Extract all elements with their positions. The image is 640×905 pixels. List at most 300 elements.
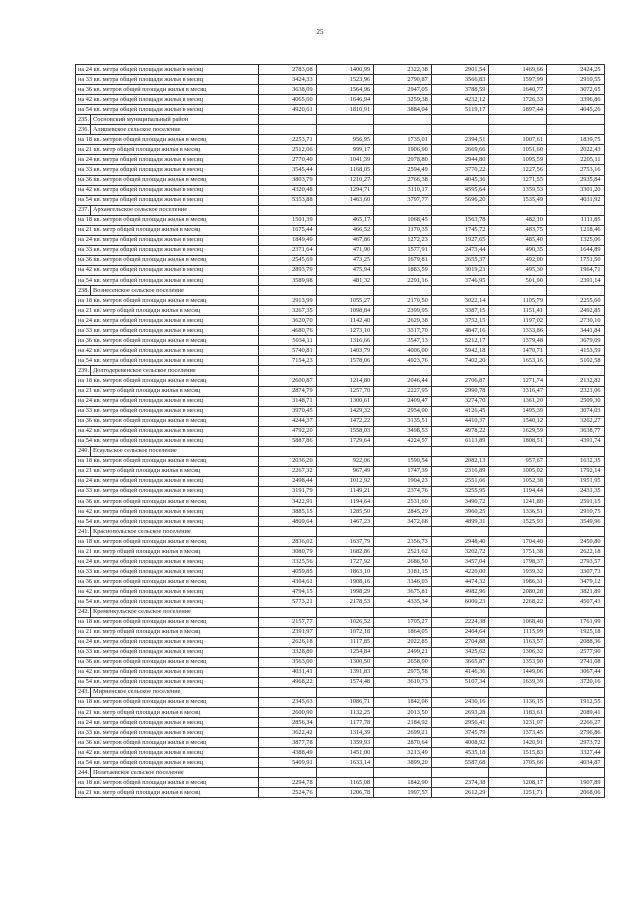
row-label: на 18 кв. метров общей площади жилья в месяц	[76, 697, 259, 707]
table-row	[76, 587, 605, 597]
empty-cell	[374, 446, 432, 456]
value-cell: 2622,18	[546, 547, 604, 557]
value-cell: 1925,18	[546, 627, 604, 637]
value-cell: 3346,03	[374, 577, 432, 587]
row-label: на 54 кв. метра общей площади жилья в месяц	[76, 436, 259, 446]
value-cell: 2947,05	[374, 85, 432, 95]
value-cell: 1597,99	[489, 75, 547, 85]
table-row	[76, 265, 605, 275]
row-label: на 18 кв. метров общей площади жилья в месяц	[76, 135, 259, 145]
section-index: 237.	[76, 205, 91, 215]
section-title: Кременкульское сельское поселение	[91, 607, 259, 617]
value-cell: 2706,87	[431, 376, 489, 386]
empty-cell	[259, 366, 317, 376]
empty-cell	[374, 125, 432, 135]
value-cell: 3665,87	[431, 657, 489, 667]
value-cell: 1747,39	[374, 466, 432, 476]
empty-cell	[316, 205, 374, 215]
value-cell: 1640,77	[489, 85, 547, 95]
row-label: на 42 кв. метра общей площади жилья в месяц	[76, 587, 259, 597]
value-cell: 2913,99	[259, 296, 317, 306]
row-label: на 33 кв. метра общей площади жилья в месяц	[76, 728, 259, 738]
value-cell: 2512,06	[259, 145, 317, 155]
table-row	[76, 476, 605, 486]
table-row	[76, 557, 605, 567]
row-label: на 42 кв. метра общей площади жилья в месяц	[76, 426, 259, 436]
table-row	[76, 255, 605, 265]
value-cell: 1467,23	[316, 517, 374, 527]
value-cell: 2492,85	[546, 306, 604, 316]
row-label: на 24 кв. метра общей площади жилья в месяц	[76, 316, 259, 326]
value-cell: 1679,81	[374, 255, 432, 265]
value-cell: 3325,56	[259, 557, 317, 567]
value-cell: 4794,15	[259, 587, 317, 597]
value-cell: 2224,38	[431, 617, 489, 627]
row-label: на 21 кв. метр общей площади жилья в месяц	[76, 547, 259, 557]
empty-cell	[259, 115, 317, 125]
value-cell: 2577,90	[546, 647, 604, 657]
value-cell: 2956,41	[431, 718, 489, 728]
value-cell: 4232,12	[431, 95, 489, 105]
section-row	[76, 607, 605, 617]
value-cell: 3328,80	[259, 647, 317, 657]
table-row	[76, 547, 605, 557]
value-cell: 1316,66	[316, 336, 374, 346]
value-cell: 1068,45	[374, 215, 432, 225]
table-row	[76, 235, 605, 245]
value-cell: 4809,64	[259, 517, 317, 527]
value-cell: 1745,72	[431, 225, 489, 235]
value-cell: 1644,89	[546, 245, 604, 255]
value-cell: 2658,00	[374, 657, 432, 667]
table-row	[76, 436, 605, 446]
value-cell: 4982,96	[431, 587, 489, 597]
value-cell: 3317,70	[374, 326, 432, 336]
value-cell: 1206,78	[316, 788, 374, 798]
row-label: на 54 кв. метра общей площади жилья в месяц	[76, 195, 259, 205]
section-row	[76, 286, 605, 296]
value-cell: 1646,94	[316, 95, 374, 105]
value-cell: 1333,86	[489, 326, 547, 336]
value-cell: 5773,21	[259, 597, 317, 607]
table-row	[76, 537, 605, 547]
value-cell: 3301,20	[546, 185, 604, 195]
table-row	[76, 245, 605, 255]
row-label: на 36 кв. метров общей площади жилья в месяц	[76, 497, 259, 507]
value-cell: 1231,07	[489, 718, 547, 728]
value-cell: 1403,79	[316, 346, 374, 356]
value-cell: 1359,93	[316, 738, 374, 748]
value-cell: 1798,37	[489, 557, 547, 567]
value-cell: 2655,37	[431, 255, 489, 265]
value-cell: 2391,97	[259, 627, 317, 637]
empty-cell	[431, 205, 489, 215]
value-cell: 2316,89	[431, 466, 489, 476]
row-label: на 21 кв. метр общей площади жилья в месяц	[76, 788, 259, 798]
empty-cell	[316, 286, 374, 296]
value-cell: 3262,27	[546, 416, 604, 426]
value-cell: 2424,25	[546, 65, 604, 75]
value-cell: 1005,02	[489, 466, 547, 476]
value-cell: 3259,38	[374, 95, 432, 105]
value-cell: 1400,99	[316, 65, 374, 75]
value-cell: 2753,16	[546, 165, 604, 175]
value-cell: 1639,39	[489, 677, 547, 687]
empty-cell	[431, 687, 489, 697]
table-row	[76, 647, 605, 657]
table-row	[76, 326, 605, 336]
value-cell: 3788,59	[431, 85, 489, 95]
value-cell: 4304,61	[259, 577, 317, 587]
value-cell: 2374,38	[431, 778, 489, 788]
empty-cell	[546, 205, 604, 215]
value-cell: 3457,04	[431, 557, 489, 567]
value-cell: 2600,90	[259, 708, 317, 718]
value-cell: 1986,31	[489, 577, 547, 587]
value-cell: 1863,10	[316, 567, 374, 577]
value-cell: 1072,18	[316, 627, 374, 637]
value-cell: 3821,89	[546, 587, 604, 597]
value-cell: 1574,48	[316, 677, 374, 687]
value-cell: 2170,50	[374, 296, 432, 306]
row-label: на 36 кв. метров общей площади жилья в месяц	[76, 577, 259, 587]
table-row	[76, 75, 605, 85]
value-cell: 3396,86	[546, 95, 604, 105]
table-row	[76, 426, 605, 436]
value-cell: 2766,38	[374, 175, 432, 185]
row-label: на 21 кв. метр общей площади жилья в месяц	[76, 386, 259, 396]
value-cell: 1373,45	[489, 728, 547, 738]
value-cell: 3622,42	[259, 728, 317, 738]
section-index: 238.	[76, 286, 91, 296]
row-label: на 18 кв. метров общей площади жилья в месяц	[76, 376, 259, 386]
empty-cell	[374, 115, 432, 125]
row-label: на 36 кв. метров общей площади жилья в месяц	[76, 175, 259, 185]
value-cell: 2088,36	[546, 637, 604, 647]
value-cell: 4146,36	[431, 667, 489, 677]
value-cell: 3803,79	[259, 175, 317, 185]
value-cell: 2205,11	[546, 155, 604, 165]
value-cell: 1194,44	[489, 486, 547, 496]
value-cell: 3797,77	[374, 195, 432, 205]
value-cell: 2870,64	[374, 738, 432, 748]
value-cell: 1864,05	[374, 627, 432, 637]
empty-cell	[431, 446, 489, 456]
table-row	[76, 617, 605, 627]
value-cell: 1165,08	[316, 778, 374, 788]
row-label: на 54 кв. метра общей площади жилья в месяц	[76, 758, 259, 768]
table-row	[76, 466, 605, 476]
row-label: на 54 кв. метра общей площади жилья в месяц	[76, 275, 259, 285]
table-row	[76, 346, 605, 356]
value-cell: 1306,32	[489, 647, 547, 657]
row-label: на 18 кв. метров общей площади жилья в месяц	[76, 617, 259, 627]
value-cell: 1254,84	[316, 647, 374, 657]
value-cell: 4792,20	[259, 426, 317, 436]
value-cell: 1300,50	[316, 657, 374, 667]
row-label: на 42 кв. метра общей площади жилья в месяц	[76, 185, 259, 195]
value-cell: 4978,22	[431, 426, 489, 436]
value-cell: 3422,91	[259, 497, 317, 507]
empty-cell	[374, 205, 432, 215]
value-cell: 1810,91	[316, 105, 374, 115]
value-cell: 3387,15	[431, 306, 489, 316]
table-row	[76, 386, 605, 396]
table-row	[76, 175, 605, 185]
page-number: 25	[316, 28, 324, 36]
section-index: 239.	[76, 366, 91, 376]
value-cell: 4920,61	[259, 105, 317, 115]
value-cell: 1163,57	[489, 637, 547, 647]
value-cell: 4595,64	[431, 185, 489, 195]
value-cell: 3770,22	[431, 165, 489, 175]
value-cell: 1761,99	[546, 617, 604, 627]
value-cell: 1251,71	[489, 788, 547, 798]
value-cell: 3191,79	[259, 486, 317, 496]
value-cell: 1012,92	[316, 476, 374, 486]
value-cell: 2078,80	[374, 155, 432, 165]
value-cell: 2693,28	[431, 708, 489, 718]
value-cell: 2948,40	[431, 537, 489, 547]
empty-cell	[374, 687, 432, 697]
value-cell: 1168,05	[316, 165, 374, 175]
value-cell: 2036,20	[259, 456, 317, 466]
empty-cell	[489, 607, 547, 617]
table-row	[76, 718, 605, 728]
value-cell: 1682,86	[316, 547, 374, 557]
empty-cell	[431, 125, 489, 135]
empty-cell	[489, 687, 547, 697]
value-cell: 4535,18	[431, 748, 489, 758]
value-cell: 2612,29	[431, 788, 489, 798]
table-row	[76, 215, 605, 225]
value-cell: 1729,64	[316, 436, 374, 446]
value-cell: 1194,64	[316, 497, 374, 507]
empty-cell	[259, 687, 317, 697]
row-label: на 24 кв. метра общей площади жилья в месяц	[76, 476, 259, 486]
empty-cell	[431, 607, 489, 617]
row-label: на 24 кв. метра общей площади жилья в месяц	[76, 396, 259, 406]
value-cell: 2499,21	[374, 647, 432, 657]
value-cell: 2893,79	[259, 265, 317, 275]
value-cell: 1904,23	[374, 476, 432, 486]
value-cell: 2524,76	[259, 788, 317, 798]
row-label: на 36 кв. метров общей площади жилья в месяц	[76, 336, 259, 346]
empty-cell	[546, 125, 604, 135]
table-row	[76, 396, 605, 406]
row-label: на 21 кв. метр общей площади жилья в месяц	[76, 145, 259, 155]
row-label: на 54 кв. метра общей площади жилья в месяц	[76, 517, 259, 527]
row-label: на 24 кв. метра общей площади жилья в месяц	[76, 557, 259, 567]
table-row	[76, 135, 605, 145]
row-label: на 54 кв. метра общей площади жилья в месяц	[76, 105, 259, 115]
empty-cell	[431, 115, 489, 125]
value-cell: 3072,65	[546, 85, 604, 95]
empty-cell	[374, 768, 432, 778]
value-cell: 1361,20	[489, 396, 547, 406]
value-cell: 4224,57	[374, 436, 432, 446]
value-cell: 1051,60	[489, 145, 547, 155]
empty-cell	[546, 607, 604, 617]
value-cell: 2975,58	[374, 667, 432, 677]
value-cell: 2594,49	[374, 165, 432, 175]
row-label: на 33 кв. метра общей площади жилья в месяц	[76, 486, 259, 496]
value-cell: 1218,46	[546, 225, 604, 235]
value-cell: 1629,59	[489, 426, 547, 436]
value-cell: 2910,55	[546, 75, 604, 85]
value-cell: 1325,06	[546, 235, 604, 245]
table-row	[76, 406, 605, 416]
table-row	[76, 316, 605, 326]
value-cell: 2836,02	[259, 537, 317, 547]
value-cell: 1577,91	[374, 245, 432, 255]
tariff-table	[75, 64, 605, 798]
value-cell: 2901,54	[431, 65, 489, 75]
empty-cell	[316, 687, 374, 697]
value-cell: 1353,90	[489, 657, 547, 667]
value-cell: 3545,44	[259, 165, 317, 175]
value-cell: 495,30	[489, 265, 547, 275]
value-cell: 1705,27	[374, 617, 432, 627]
value-cell: 3267,35	[259, 306, 317, 316]
value-cell: 3213,49	[374, 748, 432, 758]
value-cell: 2741,08	[546, 657, 604, 667]
value-cell: 2267,32	[259, 466, 317, 476]
value-cell: 2013,50	[374, 708, 432, 718]
value-cell: 2551,66	[431, 476, 489, 486]
value-cell: 3110,17	[374, 185, 432, 195]
value-cell: 501,90	[489, 275, 547, 285]
value-cell: 3307,73	[546, 567, 604, 577]
value-cell: 999,17	[316, 145, 374, 155]
empty-cell	[489, 446, 547, 456]
value-cell: 1429,32	[316, 406, 374, 416]
section-title: Долгодеревенское сельское поселение	[91, 366, 259, 376]
value-cell: 2068,06	[546, 788, 604, 798]
value-cell: 2531,60	[374, 497, 432, 507]
table-row	[76, 637, 605, 647]
value-cell: 956,95	[316, 135, 374, 145]
value-cell: 1098,84	[316, 306, 374, 316]
value-cell: 1214,80	[316, 376, 374, 386]
table-row	[76, 677, 605, 687]
value-cell: 1751,50	[546, 255, 604, 265]
empty-cell	[316, 115, 374, 125]
empty-cell	[316, 527, 374, 537]
value-cell: 1939,32	[489, 567, 547, 577]
empty-cell	[546, 768, 604, 778]
value-cell: 1912,55	[546, 697, 604, 707]
value-cell: 7154,23	[259, 356, 317, 366]
row-label: на 42 кв. метра общей площади жилья в месяц	[76, 346, 259, 356]
value-cell: 1632,35	[546, 456, 604, 466]
empty-cell	[546, 366, 604, 376]
section-title: Алишевское сельское поселение	[91, 125, 259, 135]
value-cell: 3563,00	[259, 657, 317, 667]
value-cell: 2730,10	[546, 316, 604, 326]
empty-cell	[316, 366, 374, 376]
value-cell: 2545,69	[259, 255, 317, 265]
table-row	[76, 275, 605, 285]
table-row	[76, 195, 605, 205]
row-label: на 18 кв. метров общей площади жилья в месяц	[76, 296, 259, 306]
table-row	[76, 145, 605, 155]
row-label: на 33 кв. метра общей площади жилья в месяц	[76, 406, 259, 416]
value-cell: 5034,11	[259, 336, 317, 346]
empty-cell	[316, 446, 374, 456]
value-cell: 1241,80	[489, 497, 547, 507]
value-cell: 471,90	[316, 245, 374, 255]
value-cell: 1998,29	[316, 587, 374, 597]
value-cell: 3720,16	[546, 677, 604, 687]
value-cell: 2253,71	[259, 135, 317, 145]
value-cell: 3679,09	[546, 336, 604, 346]
value-cell: 1151,41	[489, 306, 547, 316]
value-cell: 3549,96	[546, 517, 604, 527]
value-cell: 1792,14	[546, 466, 604, 476]
value-cell: 3080,79	[259, 547, 317, 557]
empty-cell	[546, 446, 604, 456]
tariff-table-body	[76, 65, 605, 798]
value-cell: 465,17	[316, 215, 374, 225]
value-cell: 1495,39	[489, 406, 547, 416]
value-cell: 475,94	[316, 265, 374, 275]
value-cell: 1359,53	[489, 185, 547, 195]
table-row	[76, 577, 605, 587]
empty-cell	[431, 366, 489, 376]
value-cell: 4045,36	[431, 175, 489, 185]
value-cell: 1391,83	[316, 667, 374, 677]
value-cell: 3638,09	[259, 85, 317, 95]
value-cell: 3899,20	[374, 758, 432, 768]
section-title: Архангельское сельское поселение	[91, 205, 259, 215]
table-row	[76, 105, 605, 115]
value-cell: 3019,23	[431, 265, 489, 275]
value-cell: 3181,15	[374, 567, 432, 577]
value-cell: 1675,44	[259, 225, 317, 235]
table-row	[76, 738, 605, 748]
value-cell: 1727,92	[316, 557, 374, 567]
value-cell: 3424,33	[259, 75, 317, 85]
table-row	[76, 486, 605, 496]
empty-cell	[546, 687, 604, 697]
value-cell: 1105,79	[489, 296, 547, 306]
row-label: на 33 кв. метра общей площади жилья в месяц	[76, 567, 259, 577]
value-cell: 5696,20	[431, 195, 489, 205]
empty-cell	[374, 527, 432, 537]
section-title: Есаульское сельское поселение	[91, 446, 259, 456]
value-cell: 2322,38	[374, 65, 432, 75]
value-cell: 4244,37	[259, 416, 317, 426]
value-cell: 1177,78	[316, 718, 374, 728]
value-cell: 2793,57	[546, 557, 604, 567]
section-row	[76, 446, 605, 456]
empty-cell	[489, 527, 547, 537]
value-cell: 1316,47	[489, 386, 547, 396]
value-cell: 3885,15	[259, 507, 317, 517]
empty-cell	[316, 607, 374, 617]
value-cell: 3638,77	[546, 426, 604, 436]
table-row	[76, 376, 605, 386]
value-cell: 4474,32	[431, 577, 489, 587]
empty-cell	[489, 286, 547, 296]
table-row	[76, 356, 605, 366]
value-cell: 2082,13	[431, 456, 489, 466]
value-cell: 4008,92	[431, 738, 489, 748]
value-cell: 1183,61	[489, 708, 547, 718]
value-cell: 1117,85	[316, 637, 374, 647]
section-index: 236.	[76, 125, 91, 135]
